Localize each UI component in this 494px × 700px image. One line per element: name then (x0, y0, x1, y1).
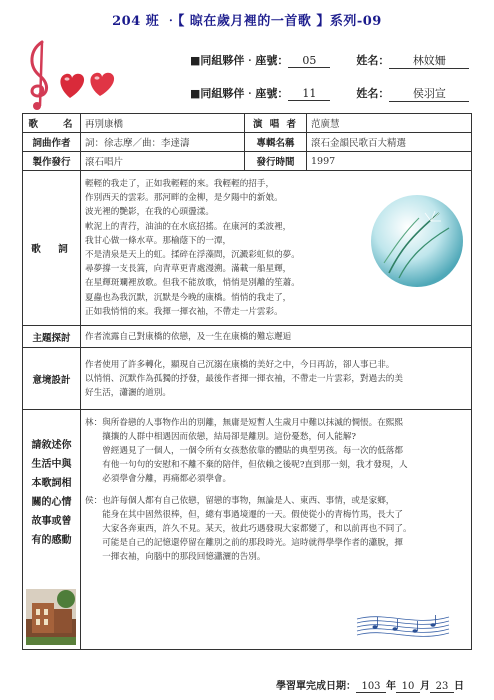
day-field: 23 (430, 681, 454, 693)
lin-line: 攘攘的人群中相遇因而依戀，結局卻是離別。這份憂愁，何人能解? (85, 432, 357, 443)
lyric-line: 軟泥上的青荇，油油的在水底招搖。在康河的柔波裡， (85, 221, 292, 232)
share-label-line: 故事或曾 (31, 516, 72, 528)
publisher-value: 滾石唱片 (81, 152, 245, 171)
lyric-line: 波光裡的艷影，在我的心頭盪漾。 (85, 207, 214, 218)
name-label: 姓名： (356, 87, 390, 100)
album-value: 滾石金韻民歌百大精選 (307, 133, 472, 152)
song-title-value: 再別康橋 (81, 114, 245, 133)
lyrics-label: 歌 詞 (23, 171, 81, 326)
month-unit: 月 (420, 681, 430, 692)
treble-clef-icon (20, 36, 60, 111)
theme-text: 作者流露自己對康橋的依戀，及一生在康橋的難忘邂逅 (81, 326, 472, 348)
lyric-line: 正如我悄悄的來。我揮一揮衣袖，不帶走一片雲彩。 (85, 306, 283, 317)
lyric-line: 輕輕的我走了，正如我輕輕的來。我輕輕的招手， (85, 179, 275, 189)
partner-label: ■同組夥伴‧座號： (190, 54, 289, 67)
share-label-line: 請敘述你 (31, 440, 72, 452)
share-label-line: 有的感動 (31, 535, 72, 547)
dandelion-bubble-image (369, 193, 465, 289)
year-field: 103 (356, 681, 386, 693)
lyric-line: 我甘心做一條水草。那榆蔭下的一潭， (85, 235, 232, 246)
lyric-line: 在星輝斑斕裡放歌。但我不能放歌，悄悄是別離的笙蕭。 (85, 278, 300, 289)
author-value: 詞：徐志摩／曲：李達濤 (81, 133, 245, 152)
hou-line: 一揮衣袖，向腦中的那段回憶瀟灑的告別。 (85, 552, 266, 563)
design-text (81, 348, 472, 410)
partner-label: ■同組夥伴‧座號： (190, 87, 289, 100)
worksheet-table (22, 113, 472, 650)
lin-line: 有他一句句的安慰和不離不棄的陪伴，但依賴之後呢?直到那一刻，我才發現，人 (85, 460, 408, 471)
hou-line: 大家各奔東西，許久不見。某天，彼此巧遇發現大家都變了，和以前再也不同了。 (85, 524, 412, 535)
lyrics-cell (81, 171, 472, 326)
partner-row-2 (190, 85, 469, 102)
lyric-line: 作別西天的雲彩。那河畔的金柳，是夕陽中的新娘。 (85, 193, 283, 204)
completion-date (276, 677, 464, 693)
share-label-line: 本歌詞相 (31, 478, 72, 490)
seat-number-field: 05 (288, 54, 330, 68)
hou-line: 可能是自己的記憶還停留在離別之前的那段時光。這時就得學學作者的瀟脫，揮 (85, 538, 403, 549)
lyric-line: 不是清泉是天上的虹。揉碎在浮藻間，沉澱彩虹似的夢。 (85, 250, 300, 261)
theme-label: 主題探討 (23, 326, 81, 348)
seat-number-field: 11 (288, 87, 330, 101)
year-unit: 年 (386, 681, 396, 692)
lin-line: 林：與所眷戀的人事物作出的別離，無庸是短暫人生歲月中難以抹滅的惆悵。在熙熙 (85, 418, 403, 429)
design-line: 作者使用了許多轉化，顯現自己沉溺在康橋的美好之中，今日再訪，卻人事已非。 (85, 359, 395, 370)
music-staff-icon (355, 609, 451, 645)
name-field: 侯羽宣 (389, 85, 469, 102)
design-line: 好生活，瀟灑的道別。 (85, 387, 171, 398)
name-label: 姓名： (356, 54, 390, 67)
release-date-value: 1997 (307, 152, 472, 171)
completion-date-label: 學習單完成日期： (276, 681, 356, 692)
hou-line: 能身在其中固然很棒，但，總有事過境遷的一天。假使從小的青梅竹馬，長大了 (85, 510, 403, 521)
campus-building-image (26, 589, 76, 645)
design-label: 意境設計 (23, 348, 81, 410)
partner-row-1 (190, 52, 469, 69)
song-title-label: 歌 名 (23, 114, 81, 133)
name-field: 林妏姍 (389, 52, 469, 69)
lyric-line: 尋夢撐一支長篙，向青草更青處漫溯。滿載一船星輝， (85, 264, 292, 275)
page-title: 204 班 ‧【 晾在歲月裡的一首歌 】系列-09 (112, 14, 382, 29)
lin-line: 必須學會分離，再痛都必須學會。 (85, 474, 232, 485)
lyric-line: 夏蟲也為我沉默，沉默是今晚的康橋。悄悄的我走了， (85, 292, 292, 303)
share-label-cell (23, 410, 81, 650)
hou-line: 侯：也許每個人都有自己依戀，留戀的事物，無論是人、東西、事情，或是家鄉， (85, 496, 395, 507)
lin-line: 曾經遇見了一個人，一個令所有女孩愁依靠的體貼的典型男孩。每一次的低落都 (85, 446, 403, 457)
author-label: 詞曲作者 (23, 133, 81, 152)
singer-value: 范廣慧 (307, 114, 472, 133)
publisher-label: 製作發行 (23, 152, 81, 171)
share-label-line: 關的心情 (31, 497, 72, 509)
singer-label: 演 唱 者 (245, 114, 307, 133)
month-field: 10 (396, 681, 420, 693)
release-date-label: 發行時間 (245, 152, 307, 171)
album-label: 專輯名稱 (245, 133, 307, 152)
design-line: 以悄悄、沉默作為孤獨的抒發，最後作者揮一揮衣袖，不帶走一片雲彩，對過去的美 (85, 373, 403, 384)
hearts-icon (56, 62, 116, 102)
day-unit: 日 (454, 681, 464, 692)
share-label-line: 生活中與 (31, 459, 72, 471)
share-text-cell (81, 410, 472, 650)
